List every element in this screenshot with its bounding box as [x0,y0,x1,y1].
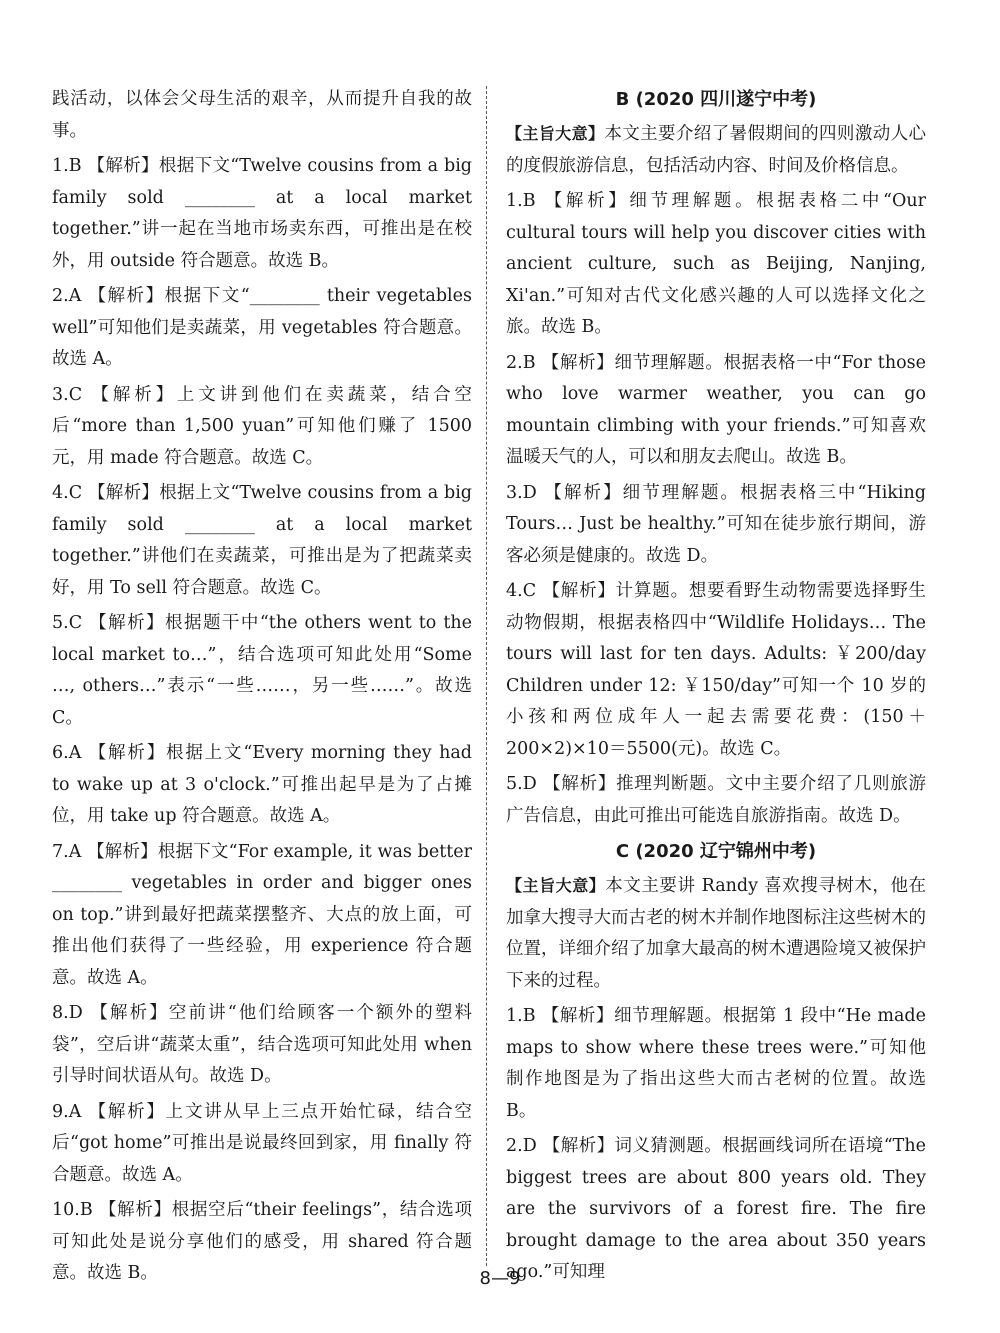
left-answer-list [52,151,472,1290]
continuation-text: 践活动，以体会父母生活的艰辛，从而提升自我的故事。 [52,89,472,141]
answer-explanation: 【解析】根据空后“their feelings”，结合选项可知此处是说分享他们的感受，用 shared 符合题意。故选 B。 [52,1200,472,1283]
answer-number: 3.C [52,384,83,405]
answer-explanation: 【解析】推理判断题。文中主要介绍了几则旅游广告信息，由此可推出可能选自旅游指南。故选 D。 [506,774,926,826]
answer-number: 3.D [506,482,537,503]
answer-item [52,608,472,734]
answer-number: 8.D [52,1003,83,1023]
answer-item [52,281,472,376]
answer-item [52,837,472,995]
answer-item [506,186,926,344]
section-c-answer-list [506,1001,926,1289]
answer-number: 10.B [52,1200,93,1220]
section-b-intro [506,118,926,182]
answer-explanation: 【解析】根据上文“Twelve cousins from a big family sold ________ at a local market together.”讲他们在卖蔬菜，可推出是为了把蔬菜卖好，用 To sell 符合题意。故选 C。 [52,483,472,598]
answer-explanation: 【解析】根据下文“Twelve cousins from a big family sold ________ at a local market together.”讲一起在当地市场卖东西，可推出是在校外，用 outside 符合题意。故选 B。 [52,156,472,271]
answer-explanation: 【解析】根据上文“Every morning they had to wake up at 3 o'clock.”可推出起早是为了占摊位，用 take up 符合题意。故选 A。 [52,743,472,826]
section-b-title: B (2020 四川遂宁中考) [615,89,817,110]
answer-item [52,151,472,277]
section-b [506,84,926,832]
answer-explanation: 【解析】细节理解题。根据表格一中“For those who love warmer weather, you can go mountain climbing with your friends.”可知喜欢温暖天气的人，可以和朋友去爬山。故选 B。 [506,352,926,467]
answer-number: 7.A [52,841,82,862]
answer-item [506,478,926,573]
answer-explanation: 【解析】细节理解题。根据表格二中“Our cultural tours will help you discover cities with ancient culture, such as Beijing, Nanjing, Xi'an.”可知对古代文化感兴趣的人可以选择文化之旅。故选 B。 [506,191,926,337]
answer-number: 2.D [506,1136,537,1156]
right-column [506,84,926,1293]
section-b-intro-text: 本文主要介绍了暑假期间的四则激动人心的度假旅游信息，包括活动内容、时间及价格信息。 [506,124,926,176]
answer-item [506,348,926,474]
answer-explanation: 【解析】根据下文“For example, it was better ________ vegetables in order and bigger ones on top.”讲到最好把蔬菜摆整齐、大点的放上面，可推出他们获得了一些经验，用 experience 符合题意。故选 A。 [52,841,472,988]
answer-number: 2.A [52,286,82,306]
answer-number: 1.B [506,191,536,211]
column-divider [486,86,487,1266]
answer-item [506,1131,926,1289]
section-c-title: C (2020 辽宁锦州中考) [615,841,817,862]
answer-item [506,769,926,832]
section-b-intro-tag: 【主旨大意】 [506,124,605,143]
answer-item [52,380,472,475]
answer-explanation: 【解析】计算题。想要看野生动物需要选择野生动物假期，根据表格四中“Wildlife Holidays… The tours will last for ten days. Adults: ￥200/day Children under 12: ￥150/day”可知一个 10 岁的小孩和两位成年人一起去需要花费：(150＋200×2)×10＝5500(元)。故选 C。 [506,581,926,759]
section-c-intro-text: 本文主要讲 Randy 喜欢搜寻树木，他在加拿大搜寻大而古老的树木并制作地图标注这些树木的位置，详细介绍了加拿大最高的树木遭遇险境又被保护下来的过程。 [506,876,926,991]
section-c-intro-tag: 【主旨大意】 [506,876,606,895]
answer-number: 9.A [52,1101,82,1122]
answer-number: 5.C [52,613,83,633]
section-b-answer-list [506,186,926,832]
answer-item [52,478,472,604]
answer-explanation: 【解析】根据题干中“the others went to the local market to…”，结合选项可知此处用“Some …, others…”表示“一些……，另一些……”。故选 C。 [52,613,472,728]
answer-explanation: 【解析】根据下文“________ their vegetables well”可知他们是卖蔬菜，用 vegetables 符合题意。故选 A。 [52,286,472,369]
answer-item [52,738,472,833]
answer-item [506,576,926,765]
answer-item [52,1097,472,1192]
answer-explanation: 【解析】词义猜测题。根据画线词所在语境“The biggest trees are about 800 years old. They are the survivors of a forest fire. The fire brought damage to the area about 350 years ago.”可知理 [506,1136,926,1282]
answer-number: 4.C [52,483,83,503]
answer-number: 2.B [506,352,536,373]
answer-number: 5.D [506,774,537,794]
answer-number: 4.C [506,581,537,601]
answer-number: 6.A [52,743,82,763]
section-c [506,836,926,1289]
answer-item [52,998,472,1093]
answer-explanation: 【解析】细节理解题。根据第 1 段中“He made maps to show where these trees were.”可知他制作地图是为了指出这些大而古老树的位置。故选 B。 [506,1006,926,1121]
answer-number: 1.B [506,1006,536,1026]
left-column [52,84,472,1294]
section-c-intro [506,870,926,997]
answer-explanation: 【解析】上文讲从早上三点开始忙碌，结合空后“got home”可推出是说最终回到家，用 finally 符合题意。故选 A。 [52,1101,472,1185]
answer-explanation: 【解析】空前讲“他们给顾客一个额外的塑料袋”，空后讲“蔬菜太重”，结合选项可知此处用 when 引导时间状语从句。故选 D。 [52,1003,472,1086]
answer-explanation: 【解析】上文讲到他们在卖蔬菜，结合空后“more than 1,500 yuan”可知他们赚了 1500 元，用 made 符合题意。故选 C。 [52,384,472,468]
answer-item [506,1001,926,1127]
answer-number: 1.B [52,156,82,176]
page-number: 8—9 [479,1268,521,1289]
answer-explanation: 【解析】细节理解题。根据表格三中“Hiking Tours… Just be healthy.”可知在徒步旅行期间，游客必须是健康的。故选 D。 [506,482,926,566]
